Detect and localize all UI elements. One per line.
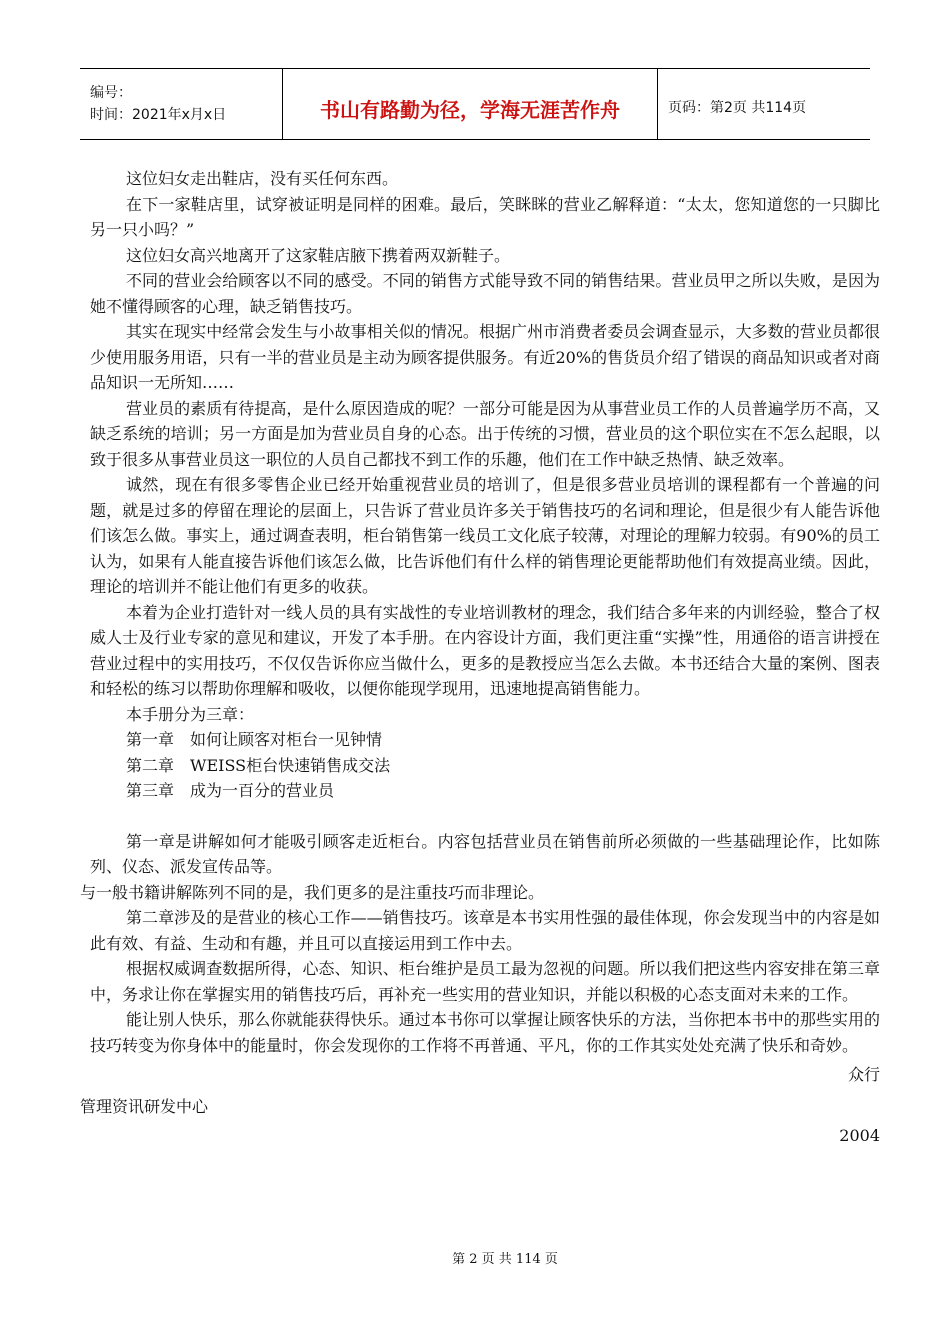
signature-name: 众行 [847,1065,880,1084]
document-body [80,166,880,1149]
paragraph: 其实在现实中经常会发生与小故事相关似的情况。根据广州市消费者委员会调查显示，大多数的营业员都很少使用服务用语，只有一半的营业员是主动为顾客提供服务。有近20%的售货员介绍了错误的商品知识或者对商品知识一无所知…… [90,322,880,392]
paragraph: 在下一家鞋店里，试穿被证明是同样的困难。最后，笑眯眯的营业乙解释道：“太太，您知道您的一只脚比另一只小吗？” [90,194,880,239]
paragraph: 第二章涉及的是营业的核心工作——销售技巧。该章是本书实用性强的最佳体现，你会发现当中的内容是如此有效、有益、生动和有趣，并且可以直接运用到工作中去。 [90,908,880,953]
chapter-item: 第一章 如何让顾客对柜台一见钟情 [126,730,383,749]
time-label: 时间：2021年x月x日 [90,107,227,123]
paragraph: 这位妇女走出鞋店，没有买任何东西。 [126,169,399,188]
header-motto: 书山有路勤为径，学海无涯苦作舟 [283,69,658,139]
header-page-label: 页码：第2页 共114页 [668,100,807,116]
paragraph: 不同的营业会给顾客以不同的感受。不同的销售方式能导致不同的销售结果。营业员甲之所以失败，是因为她不懂得顾客的心理，缺乏销售技巧。 [90,271,880,316]
paragraph: 诚然，现在有很多零售企业已经开始重视营业员的培训了，但是很多营业员培训的课程都有一个普遍的问题，就是过多的停留在理论的层面上，只告诉了营业员许多关于销售技巧的名词和理论，但是很少有人能告诉他们该怎么做。事实上，通过调查表明，柜台销售第一线员工文化底子较薄，对理论的理解力较弱。有90%的员工认为，如果有人能直接告诉他们该怎么做，比告诉他们有什么样的销售理论更能帮助他们有效提高业绩。因此，理论的培训并不能让他们有更多的收获。 [90,475,880,596]
paragraph: 能让别人快乐，那么你就能获得快乐。通过本书你可以掌握让顾客快乐的方法，当你把本书中的那些实用的技巧转变为你身体中的能量时，你会发现你的工作将不再普通、平凡，你的工作其实处处充满了快乐和奇妙。 [90,1010,880,1055]
header-left [80,69,283,139]
paragraph: 第一章是讲解如何才能吸引顾客走近柜台。内容包括营业员在销售前所必须做的一些基础理论作，比如陈列、仪态、派发宣传品等。 [90,831,880,876]
paragraph: 本手册分为三章： [126,704,255,724]
paragraph: 与一般书籍讲解陈列不同的是，我们更多的是注重技巧而非理论。 [80,882,545,902]
page-header [80,68,870,140]
paragraph: 本着为企业打造针对一线人员的具有实战性的专业培训教材的理念，我们结合多年来的内训经验，整合了权威人士及行业专家的意见和建议，开发了本手册。在内容设计方面，我们更注重“实操”性，用通俗的语言讲授在营业过程中的实用技巧，不仅仅告诉你应当做什么，更多的是教授应当怎么去做。本书还结合大量的案例、图表和轻松的练习以帮助你理解和吸收，以便你能现学现用，迅速地提高销售能力。 [90,602,880,698]
chapter-item: 第二章 WEISS柜台快速销售成交法 [126,755,391,775]
signature-org: 管理资讯研发中心 [80,1096,209,1116]
paragraph: 营业员的素质有待提高，是什么原因造成的呢？一部分可能是因为从事营业员工作的人员普遍学历不高，又缺乏系统的培训；另一方面是加为营业员自身的心态。出于传统的习惯，营业员的这个职位实在不怎么起眼，以致于很多从事营业员这一职位的人员自己都找不到工作的乐趣，他们在工作中缺乏热情、缺乏效率。 [90,398,880,469]
signature-year: 2004 [839,1126,880,1145]
chapter-item: 第三章 成为一百分的营业员 [126,781,335,800]
number-label: 编号： [90,85,132,101]
paragraph: 根据权威调查数据所得，心态、知识、柜台维护是员工最为忽视的问题。所以我们把这些内容安排在第三章中，务求让你在掌握实用的销售技巧后，再补充一些实用的营业知识，并能以积极的心态支面对未来的工作。 [90,959,880,1004]
page-footer: 第 2 页 共 114 页 [452,1252,558,1267]
paragraph: 这位妇女高兴地离开了这家鞋店腋下携着两双新鞋子。 [126,245,511,265]
